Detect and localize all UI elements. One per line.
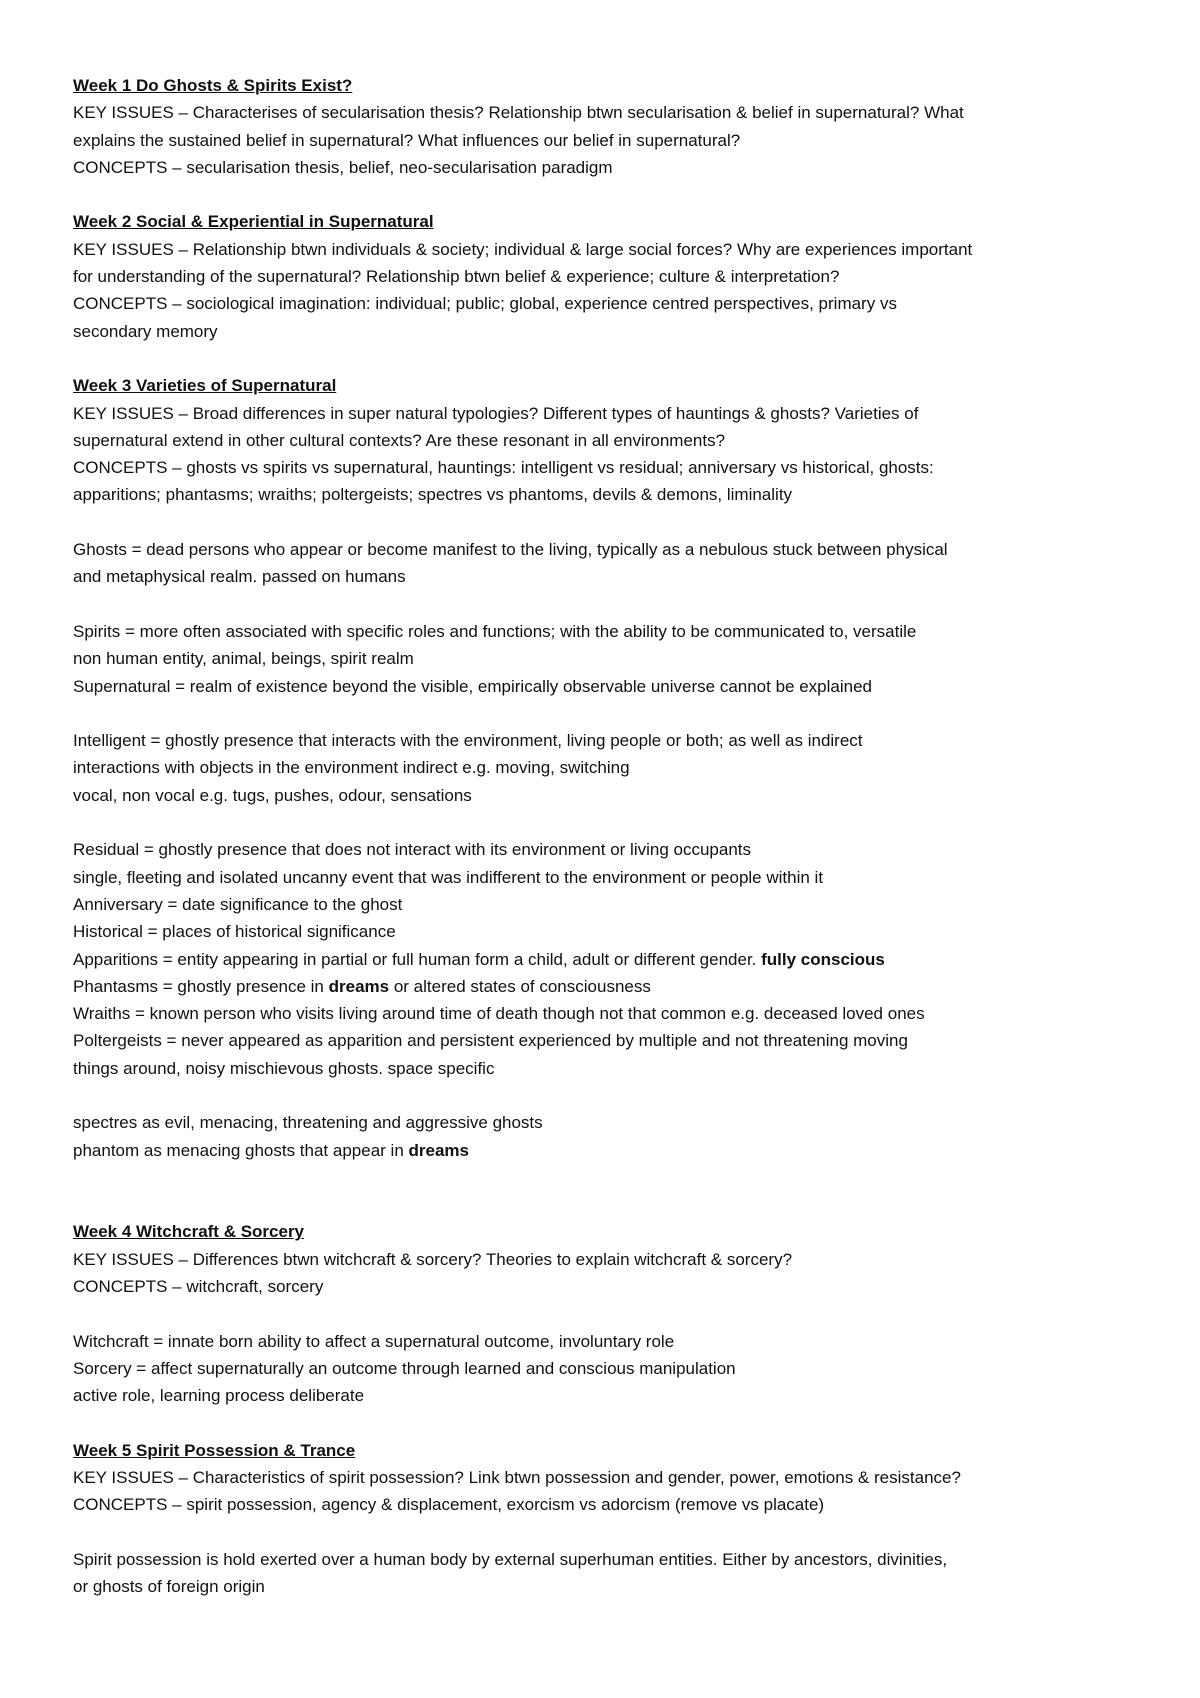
week1-heading: Week 1 Do Ghosts & Spirits Exist? xyxy=(73,76,353,95)
spacer xyxy=(73,591,1143,618)
spirit-possession-definition-line2: or ghosts of foreign origin xyxy=(73,1577,265,1597)
ghosts-definition-line2: and metaphysical realm. passed on humans xyxy=(73,567,406,587)
wraiths-definition: Wraiths = known person who visits living around time of death though not that common e.g. deceased loved ones xyxy=(73,1004,925,1024)
apparitions-bold-text: fully conscious xyxy=(761,949,885,969)
poltergeists-definition-line2: things around, noisy mischievous ghosts. space specific xyxy=(73,1058,495,1078)
week5-key-issues-line1: KEY ISSUES – Characteristics of spirit possession? Link btwn possession and gender, power, emotions & resistance? xyxy=(73,1468,961,1488)
spacer xyxy=(73,345,1143,372)
poltergeists-definition-line1: Poltergeists = never appeared as apparition and persistent experienced by multiple and not threatening moving xyxy=(73,1031,908,1051)
intelligent-definition-line2: interactions with objects in the environment indirect e.g. moving, switching xyxy=(73,758,630,778)
phantom-note xyxy=(73,1137,1143,1164)
spacer xyxy=(73,1410,1143,1437)
week2-key-issues-line2: for understanding of the supernatural? Relationship btwn belief & experience; culture & interpretation? xyxy=(73,267,840,287)
week2-concepts-line2: secondary memory xyxy=(73,321,218,341)
phantasms-bold-text: dreams xyxy=(328,976,390,996)
week5-heading: Week 5 Spirit Possession & Trance xyxy=(73,1440,356,1460)
phantasms-text-post: or altered states of consciousness xyxy=(389,976,651,996)
week3-concepts-line2: apparitions; phantasms; wraiths; poltergeists; spectres vs phantoms, devils & demons, liminality xyxy=(73,485,793,505)
intelligent-definition-line1: Intelligent = ghostly presence that interacts with the environment, living people or both; as well as indirect xyxy=(73,731,863,751)
week3-key-issues-line1: KEY ISSUES – Broad differences in super natural typologies? Different types of hauntings & ghosts? Varieties of xyxy=(73,403,919,423)
phantasms-definition xyxy=(73,973,1143,1000)
week2-key-issues-line1: KEY ISSUES – Relationship btwn individuals & society; individual & large social forces? Why are experiences important xyxy=(73,239,973,259)
residual-definition-line2: single, fleeting and isolated uncanny event that was indifferent to the environment or people within it xyxy=(73,867,824,887)
week1-key-issues-line2: explains the sustained belief in supernatural? What influences our belief in supernatural? xyxy=(73,130,741,150)
week4-concepts-line1: CONCEPTS – witchcraft, sorcery xyxy=(73,1277,324,1297)
sorcery-definition-line2: active role, learning process deliberate xyxy=(73,1386,365,1406)
spacer xyxy=(73,809,1143,836)
week4-key-issues-line1: KEY ISSUES – Differences btwn witchcraft & sorcery? Theories to explain witchcraft & sorcery? xyxy=(73,1249,793,1269)
week5-concepts-line1: CONCEPTS – spirit possession, agency & displacement, exorcism vs adorcism (remove vs placate) xyxy=(73,1495,825,1515)
spacer xyxy=(73,1519,1143,1546)
spacer xyxy=(73,1300,1143,1327)
spirits-definition-line2: non human entity, animal, beings, spirit realm xyxy=(73,649,414,669)
spacer xyxy=(73,1164,1143,1191)
phantom-bold-text: dreams xyxy=(408,1140,469,1160)
week3-concepts-line1: CONCEPTS – ghosts vs spirits vs supernatural, hauntings: intelligent vs residual; anniversary vs historical, ghosts: xyxy=(73,458,934,478)
spirit-possession-definition-line1: Spirit possession is hold exerted over a human body by external superhuman entities. Either by ancestors, divinities, xyxy=(73,1550,948,1570)
week1-key-issues-line1: KEY ISSUES – Characterises of secularisation thesis? Relationship btwn secularisation & belief in supernatural? What xyxy=(73,103,964,123)
spacer xyxy=(73,1082,1143,1109)
ghosts-definition-line1: Ghosts = dead persons who appear or become manifest to the living, typically as a nebulous stuck between physical xyxy=(73,540,948,560)
spectres-note: spectres as evil, menacing, threatening and aggressive ghosts xyxy=(73,1113,543,1133)
document-body xyxy=(73,72,1143,1601)
anniversary-definition: Anniversary = date significance to the ghost xyxy=(73,894,403,914)
phantasms-text-pre: Phantasms = ghostly presence in xyxy=(73,976,329,996)
historical-definition: Historical = places of historical significance xyxy=(73,922,396,942)
witchcraft-definition: Witchcraft = innate born ability to affect a supernatural outcome, involuntary role xyxy=(73,1331,675,1351)
week4-heading: Week 4 Witchcraft & Sorcery xyxy=(73,1222,305,1242)
residual-definition-line1: Residual = ghostly presence that does not interact with its environment or living occupants xyxy=(73,840,752,860)
phantom-text-pre: phantom as menacing ghosts that appear in xyxy=(73,1140,409,1160)
spirits-definition-line1: Spirits = more often associated with specific roles and functions; with the ability to be communicated to, versatile xyxy=(73,621,917,641)
intelligent-definition-line3: vocal, non vocal e.g. tugs, pushes, odour, sensations xyxy=(73,785,472,805)
week1-concepts-line1: CONCEPTS – secularisation thesis, belief, neo-secularisation paradigm xyxy=(73,157,613,177)
week3-key-issues-line2: supernatural extend in other cultural contexts? Are these resonant in all environments? xyxy=(73,430,726,450)
spacer xyxy=(73,509,1143,536)
supernatural-definition: Supernatural = realm of existence beyond the visible, empirically observable universe cannot be explained xyxy=(73,676,872,696)
spacer xyxy=(73,181,1143,208)
apparitions-definition xyxy=(73,946,1143,973)
spacer xyxy=(73,1191,1143,1218)
week2-concepts-line1: CONCEPTS – sociological imagination: individual; public; global, experience centred perspectives, primary vs xyxy=(73,294,897,314)
spacer xyxy=(73,700,1143,727)
week3-heading: Week 3 Varieties of Supernatural xyxy=(73,376,337,396)
sorcery-definition-line1: Sorcery = affect supernaturally an outcome through learned and conscious manipulation xyxy=(73,1358,736,1378)
week2-heading: Week 2 Social & Experiential in Supernatural xyxy=(73,212,434,232)
apparitions-text: Apparitions = entity appearing in partial or full human form a child, adult or different gender. xyxy=(73,949,762,969)
